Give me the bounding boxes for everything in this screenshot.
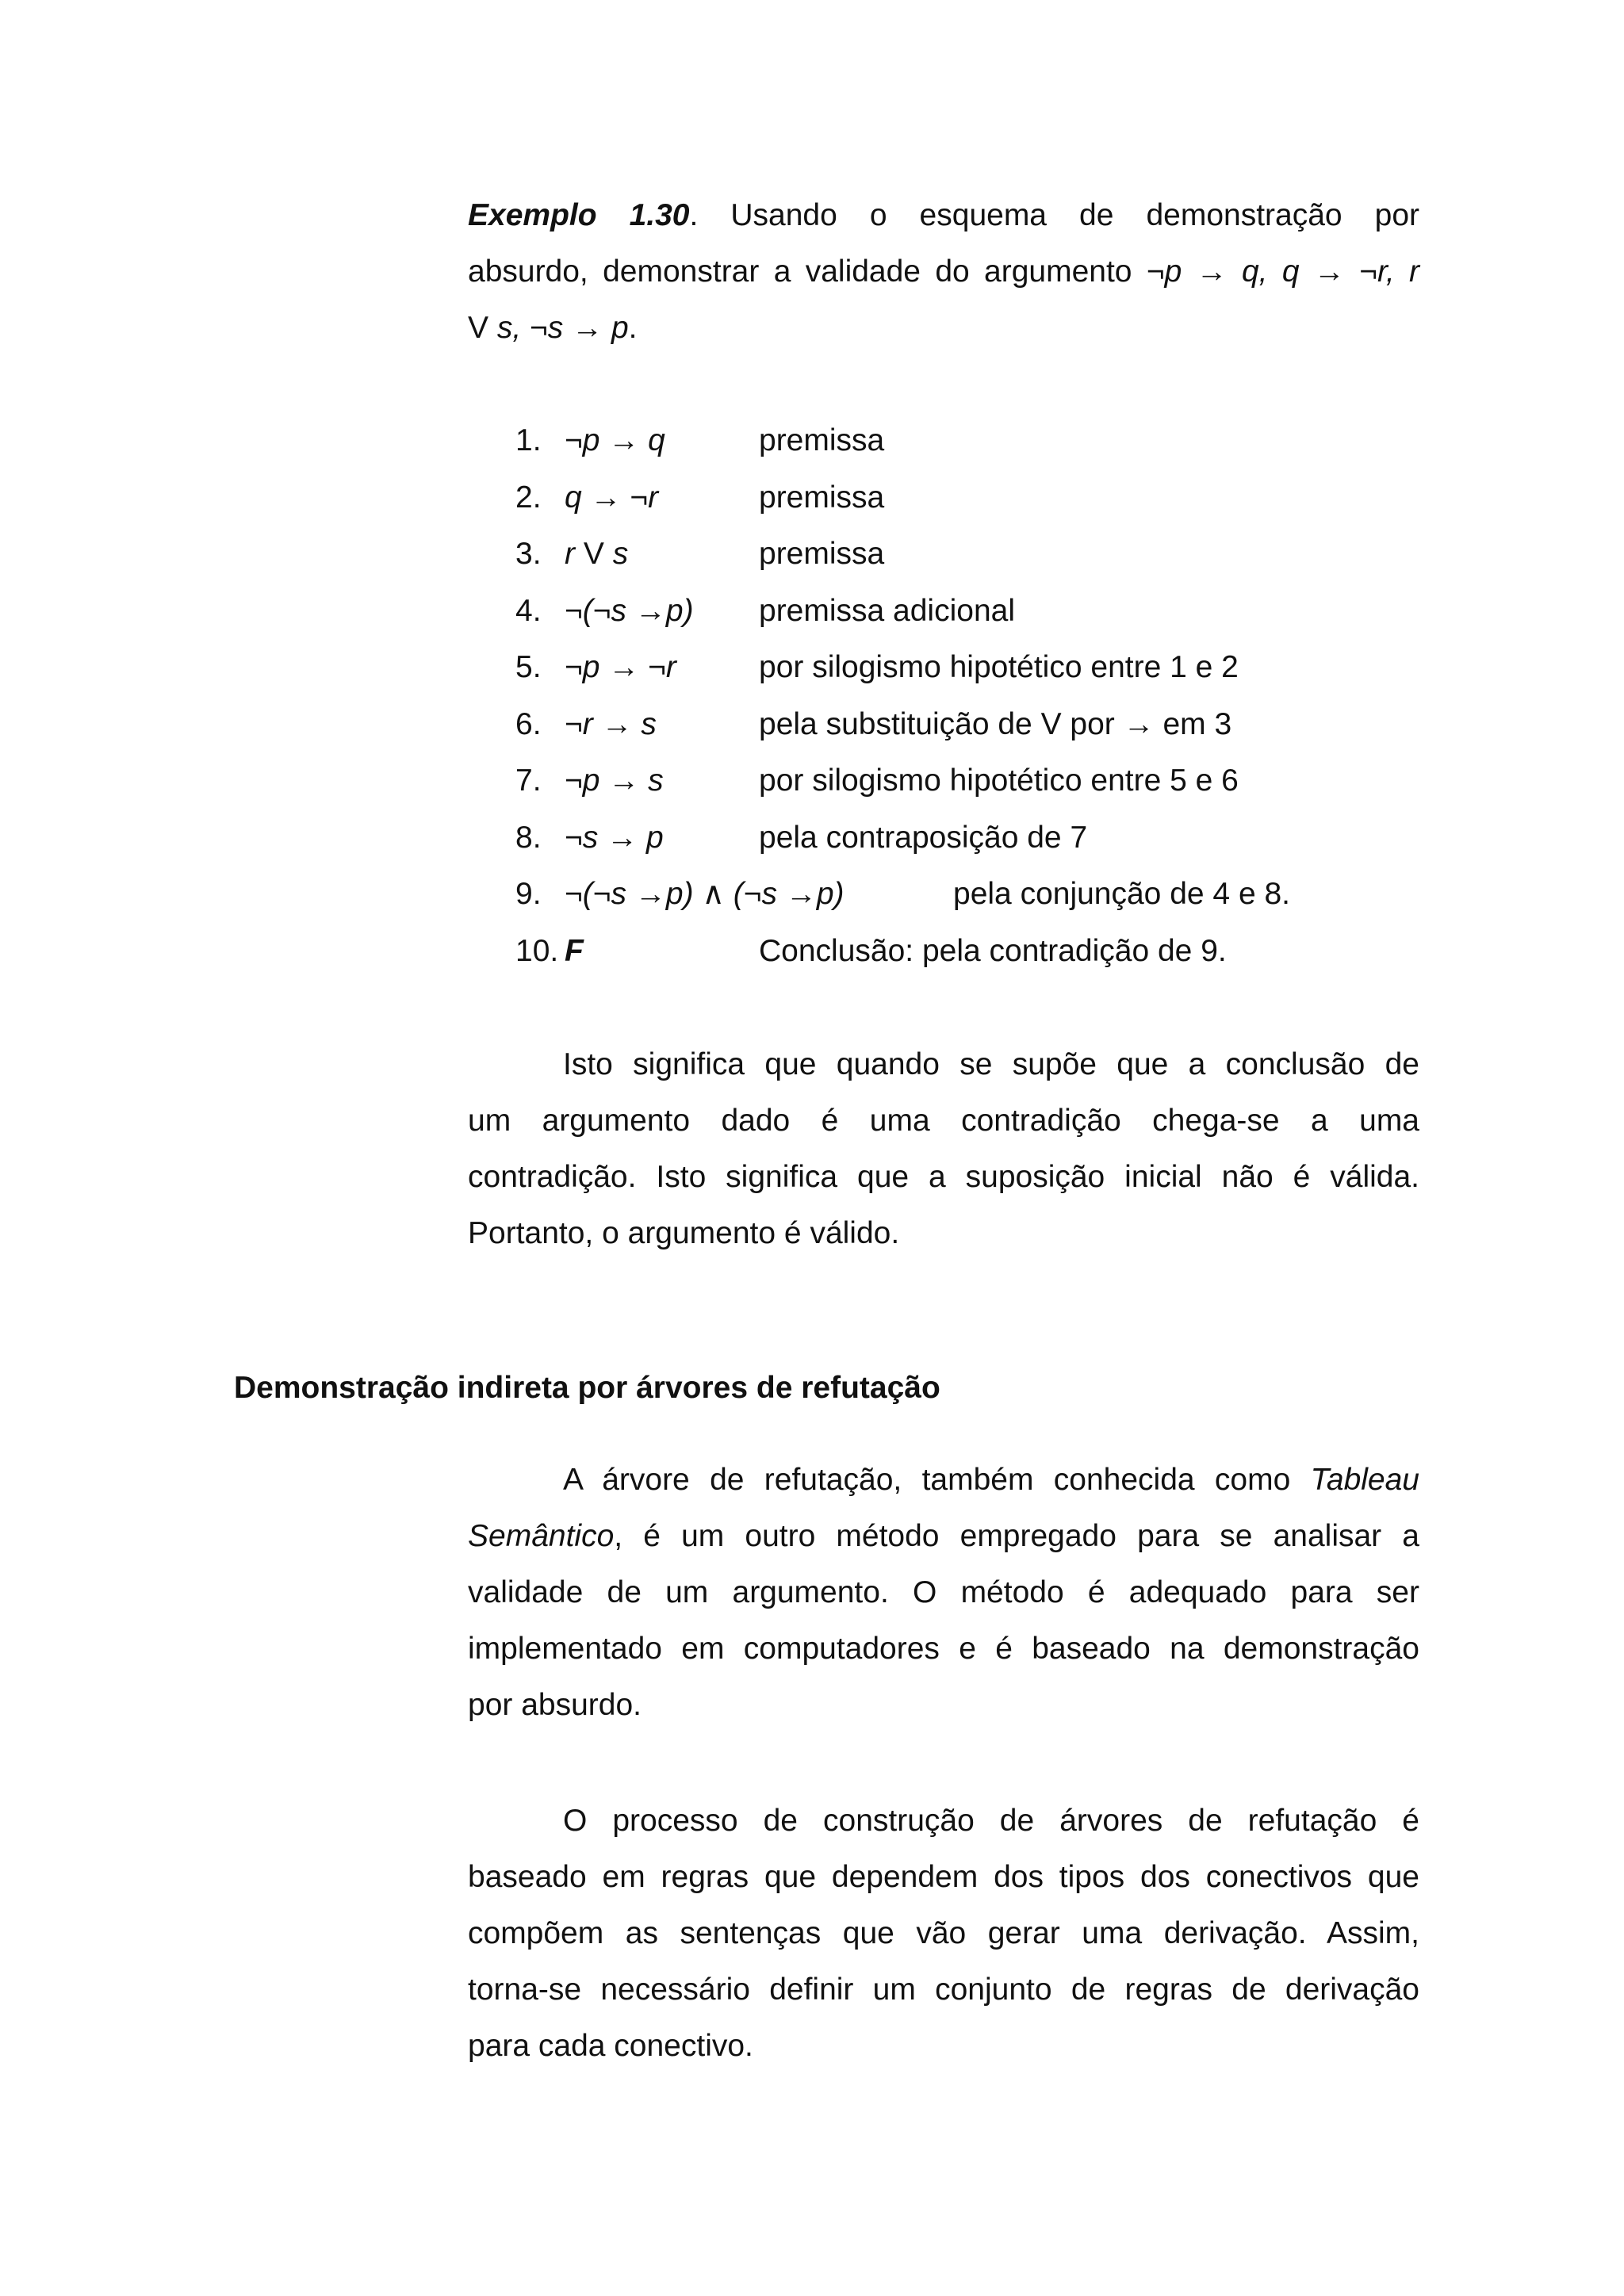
paragraph-line: compõem as sentenças que vão gerar uma derivação. Assim, [468, 1916, 1419, 1950]
proof-row [468, 809, 1419, 867]
paragraph-line: torna-se necessário definir um conjunto de regras de derivação [468, 1973, 1419, 2007]
proof-list [468, 412, 1419, 979]
proof-row-formula [565, 866, 845, 923]
proof-row-formula [565, 583, 694, 640]
proof-row-reason: pela conjunção de 4 e 8. [953, 877, 1291, 911]
proof-row-reason: pela substituição de V por → em 3 [759, 706, 1232, 741]
proof-row [468, 412, 1419, 469]
example-line-2 [468, 243, 1419, 300]
paragraph-line: O processo de construção de árvores de refutação é [563, 1804, 1419, 1838]
text-span: A árvore de refutação, também conhecida como [563, 1463, 1311, 1497]
proof-row-formula [565, 696, 657, 753]
text-span: , é um outro método empregado para se analisar a [614, 1519, 1419, 1553]
example-label: Exemplo 1.30 [468, 198, 690, 232]
paragraph-line: baseado em regras que dependem dos tipos dos conectivos que [468, 1860, 1419, 1894]
proof-row-reason: Conclusão: pela contradição de 9. [759, 933, 1227, 968]
proof-row-number: 7. [515, 763, 542, 798]
formula-text: ¬(¬s →p) ∧ (¬s →p) [565, 877, 845, 911]
proof-row-formula [565, 809, 664, 867]
paragraph-line: implementado em computadores e é baseado na demonstração [468, 1632, 1419, 1666]
proof-row-formula [565, 752, 664, 809]
example-line-3 [468, 300, 1419, 356]
example-period: . [628, 311, 638, 345]
paragraph-line: um argumento dado é uma contradição chega-se a uma [468, 1104, 1419, 1138]
proof-row-formula [565, 412, 665, 469]
argument-formula-end: s, ¬s → p [496, 311, 629, 345]
proof-row-formula [565, 526, 628, 583]
paragraph-line [468, 1508, 1419, 1564]
formula-text: ¬p → s [565, 763, 664, 798]
italic-term: Tableau [1310, 1463, 1419, 1497]
paragraph-line: contradição. Isto significa que a suposição inicial não é válida. [468, 1160, 1419, 1194]
paragraph-line: para cada conectivo. [468, 2029, 753, 2063]
proof-row-reason: premissa [759, 423, 885, 457]
or-connective: V [575, 537, 613, 571]
proof-row-formula [565, 639, 676, 696]
proof-row-number: 3. [515, 537, 542, 571]
proof-row [468, 469, 1419, 526]
process-paragraph [468, 1793, 1419, 2074]
proof-row-reason: premissa adicional [759, 593, 1015, 628]
proof-row-reason: pela contraposição de 7 [759, 820, 1088, 855]
formula-text: ¬p → ¬r [565, 650, 676, 684]
example-line-1 [468, 187, 1419, 243]
formula-text: ¬s → p [565, 820, 664, 855]
section-title: Demonstração indireta por árvores de refutação [234, 1371, 940, 1405]
proof-row-number: 8. [515, 820, 542, 855]
proof-row-formula [565, 469, 658, 526]
formula-text: ¬p → q [565, 423, 665, 457]
proof-row-number: 2. [515, 480, 542, 515]
proof-row-number: 10. [515, 933, 559, 968]
proof-row [468, 639, 1419, 696]
proof-row-reason: por silogismo hipotético entre 5 e 6 [759, 763, 1239, 798]
paragraph-line: Portanto, o argumento é válido. [468, 1216, 900, 1250]
example-line-1-text: . Usando o esquema de demonstração por [689, 198, 1419, 232]
proof-row [468, 866, 1419, 923]
italic-term: Semântico [468, 1519, 615, 1553]
formula-text: F [565, 933, 584, 968]
proof-row-number: 5. [515, 650, 542, 684]
proof-row [468, 696, 1419, 753]
proof-row-reason: premissa [759, 537, 885, 571]
example-line-2-text: absurdo, demonstrar a validade do argumento [468, 254, 1147, 289]
proof-row-number: 1. [515, 423, 542, 457]
formula-text: s [612, 537, 629, 571]
formula-text: q → ¬r [565, 480, 659, 515]
proof-row [468, 752, 1419, 809]
paragraph-line: Isto significa que quando se supõe que a conclusão de [563, 1047, 1419, 1081]
proof-row-number: 6. [515, 706, 542, 741]
proof-row [468, 583, 1419, 640]
proof-row [468, 923, 1419, 980]
formula-text: r [565, 537, 575, 571]
proof-row-reason: premissa [759, 480, 885, 515]
proof-row-number: 9. [515, 877, 542, 911]
example-statement [468, 187, 1419, 356]
paragraph-line [468, 1452, 1419, 1508]
formula-text: ¬(¬s →p) [565, 593, 694, 628]
formula-text: ¬r → s [565, 706, 657, 741]
or-connective: V [468, 311, 497, 345]
proof-row-reason: por silogismo hipotético entre 1 e 2 [759, 650, 1239, 684]
proof-row-formula [565, 923, 584, 980]
conclusion-paragraph [468, 1036, 1419, 1261]
proof-row-number: 4. [515, 593, 542, 628]
proof-row [468, 526, 1419, 583]
paragraph-line: validade de um argumento. O método é adequado para ser [468, 1575, 1419, 1609]
paragraph-line: por absurdo. [468, 1688, 642, 1722]
tableau-paragraph [468, 1452, 1419, 1733]
argument-formula: ¬p → q, q → ¬r, r [1146, 254, 1419, 289]
